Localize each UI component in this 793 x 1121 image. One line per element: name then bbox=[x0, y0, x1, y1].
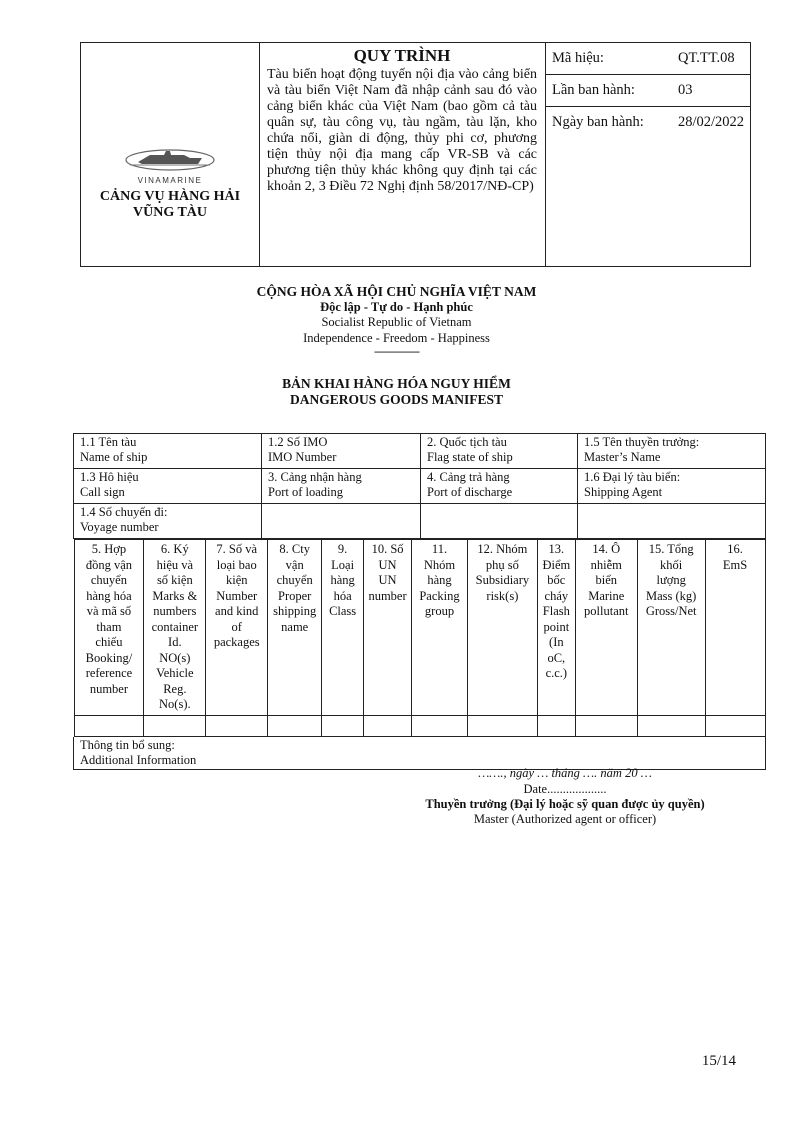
procedure-description: Tàu biển hoạt động tuyến nội địa vào cảng biển và tàu biển Việt Nam đã nhập cảnh sau đó vào cảng biển khác của Việt Nam (bao gồm cả tàu quân sự, tàu công vụ, tàu ngầm, tàu lặn, kho chứa nổi, giàn di động, thủy phi cơ, phương tiện thủy nội địa mang cấp VR-SB và các phương tiện thủy khác không quy định tại các khoản 2, 3 Điều 72 Nghị định 58/2017/NĐ-CP) bbox=[267, 67, 537, 194]
master-cell: 1.5 Tên thuyền trưởng: Master’s Name bbox=[578, 434, 766, 469]
authority-name bbox=[82, 189, 258, 221]
issue-label: Lần ban hành: bbox=[552, 82, 635, 98]
page-number: 15/14 bbox=[701, 1053, 736, 1069]
code-row bbox=[546, 43, 750, 75]
col-ems: 16. EmS bbox=[705, 540, 765, 716]
manifest-table bbox=[73, 433, 766, 770]
country-name-en: Socialist Republic of Vietnam bbox=[321, 315, 472, 329]
col-marine-pollutant: 14. Ô nhiễm biển Marine pollutant bbox=[575, 540, 637, 716]
col-shipping-name: 8. Cty vận chuyển Proper shipping name bbox=[268, 540, 322, 716]
authority-name-line2: VŨNG TÀU bbox=[132, 205, 208, 220]
voyage-cell: 1.4 Số chuyến đi: Voyage number bbox=[74, 504, 262, 539]
col-class: 9. Loại hàng hóa Class bbox=[322, 540, 364, 716]
title-vn: BẢN KHAI HÀNG HÓA NGUY HIỂM bbox=[282, 376, 511, 391]
port-discharge-cell: 4. Cảng trả hàng Port of discharge bbox=[421, 469, 578, 504]
signer-title-en: Master (Authorized agent or officer) bbox=[473, 812, 657, 826]
document-meta bbox=[546, 43, 751, 267]
country-name-vn: CỘNG HÒA XÃ HỘI CHỦ NGHĨA VIỆT NAM bbox=[256, 284, 537, 299]
flag-cell: 2. Quốc tịch tàu Flag state of ship bbox=[421, 434, 578, 469]
voyage-blank-3 bbox=[578, 504, 766, 539]
col-mass: 15. Tổng khối lượng Mass (kg) Gross/Net bbox=[637, 540, 705, 716]
motto-en: Independence - Freedom - Happiness bbox=[303, 330, 490, 345]
heading-divider: --------------- bbox=[374, 344, 419, 358]
col-marks-numbers: 6. Ký hiệu và số kiện Marks & numbers container Id. NO(s) Vehicle Reg. No(s). bbox=[144, 540, 206, 716]
port-loading-cell: 3. Cảng nhận hàng Port of loading bbox=[262, 469, 421, 504]
logo-text: VINAMARINE bbox=[137, 176, 203, 185]
col-un-number: 10. Số UN UN number bbox=[364, 540, 412, 716]
ship-name-cell: 1.1 Tên tàu Name of ship bbox=[74, 434, 262, 469]
agent-cell: 1.6 Đại lý tàu biển: Shipping Agent bbox=[578, 469, 766, 504]
col-packages: 7. Số và loại bao kiện Number and kind of packages bbox=[206, 540, 268, 716]
title-en: DANGEROUS GOODS MANIFEST bbox=[289, 392, 504, 407]
columns-wrapper bbox=[74, 539, 766, 737]
authority-cell bbox=[81, 43, 260, 267]
national-heading bbox=[0, 284, 793, 356]
document-title bbox=[0, 376, 793, 408]
authority-name-line1: CẢNG VỤ HÀNG HẢI bbox=[99, 189, 241, 204]
issue-value: 03 bbox=[678, 82, 693, 98]
cargo-blank-row bbox=[74, 715, 765, 736]
col-packing-group: 11. Nhóm hàng Packing group bbox=[412, 540, 468, 716]
vinamarine-logo-icon bbox=[124, 148, 216, 172]
additional-info-cell: Thông tin bổ sung: Additional Information bbox=[74, 737, 766, 770]
imo-cell: 1.2 Số IMO IMO Number bbox=[262, 434, 421, 469]
code-value: QT.TT.08 bbox=[678, 50, 735, 66]
signer-title-vn: Thuyền trưởng (Đại lý hoặc sỹ quan được ủy quyền) bbox=[425, 797, 705, 811]
issue-row bbox=[546, 75, 750, 107]
call-sign-cell: 1.3 Hô hiệu Call sign bbox=[74, 469, 262, 504]
voyage-blank-2 bbox=[421, 504, 578, 539]
col-flash-point: 13. Điểm bốc cháy Flash point (In oC, c.c.) bbox=[537, 540, 575, 716]
motto-vn: Độc lập - Tự do - Hạnh phúc bbox=[320, 299, 473, 314]
date-label: Ngày ban hành: bbox=[552, 114, 644, 130]
date-value: 28/02/2022 bbox=[678, 114, 745, 130]
voyage-blank-1 bbox=[262, 504, 421, 539]
procedure-title: QUY TRÌNH bbox=[353, 46, 451, 65]
col-booking-reference: 5. Hợp đồng vận chuyển hàng hóa và mã số tham chiếu Booking/ reference number bbox=[74, 540, 144, 716]
cargo-columns-table bbox=[74, 539, 766, 737]
date-row bbox=[546, 107, 750, 131]
procedure-header bbox=[80, 42, 751, 267]
col-subsidiary-risk: 12. Nhóm phụ số Subsidiary risk(s) bbox=[467, 540, 537, 716]
code-label: Mã hiệu: bbox=[552, 50, 604, 66]
sign-date-vn: ……., ngày … tháng …. năm 20 … bbox=[478, 766, 652, 780]
sign-date-en: Date................... bbox=[523, 782, 607, 796]
procedure-cell bbox=[260, 43, 546, 267]
